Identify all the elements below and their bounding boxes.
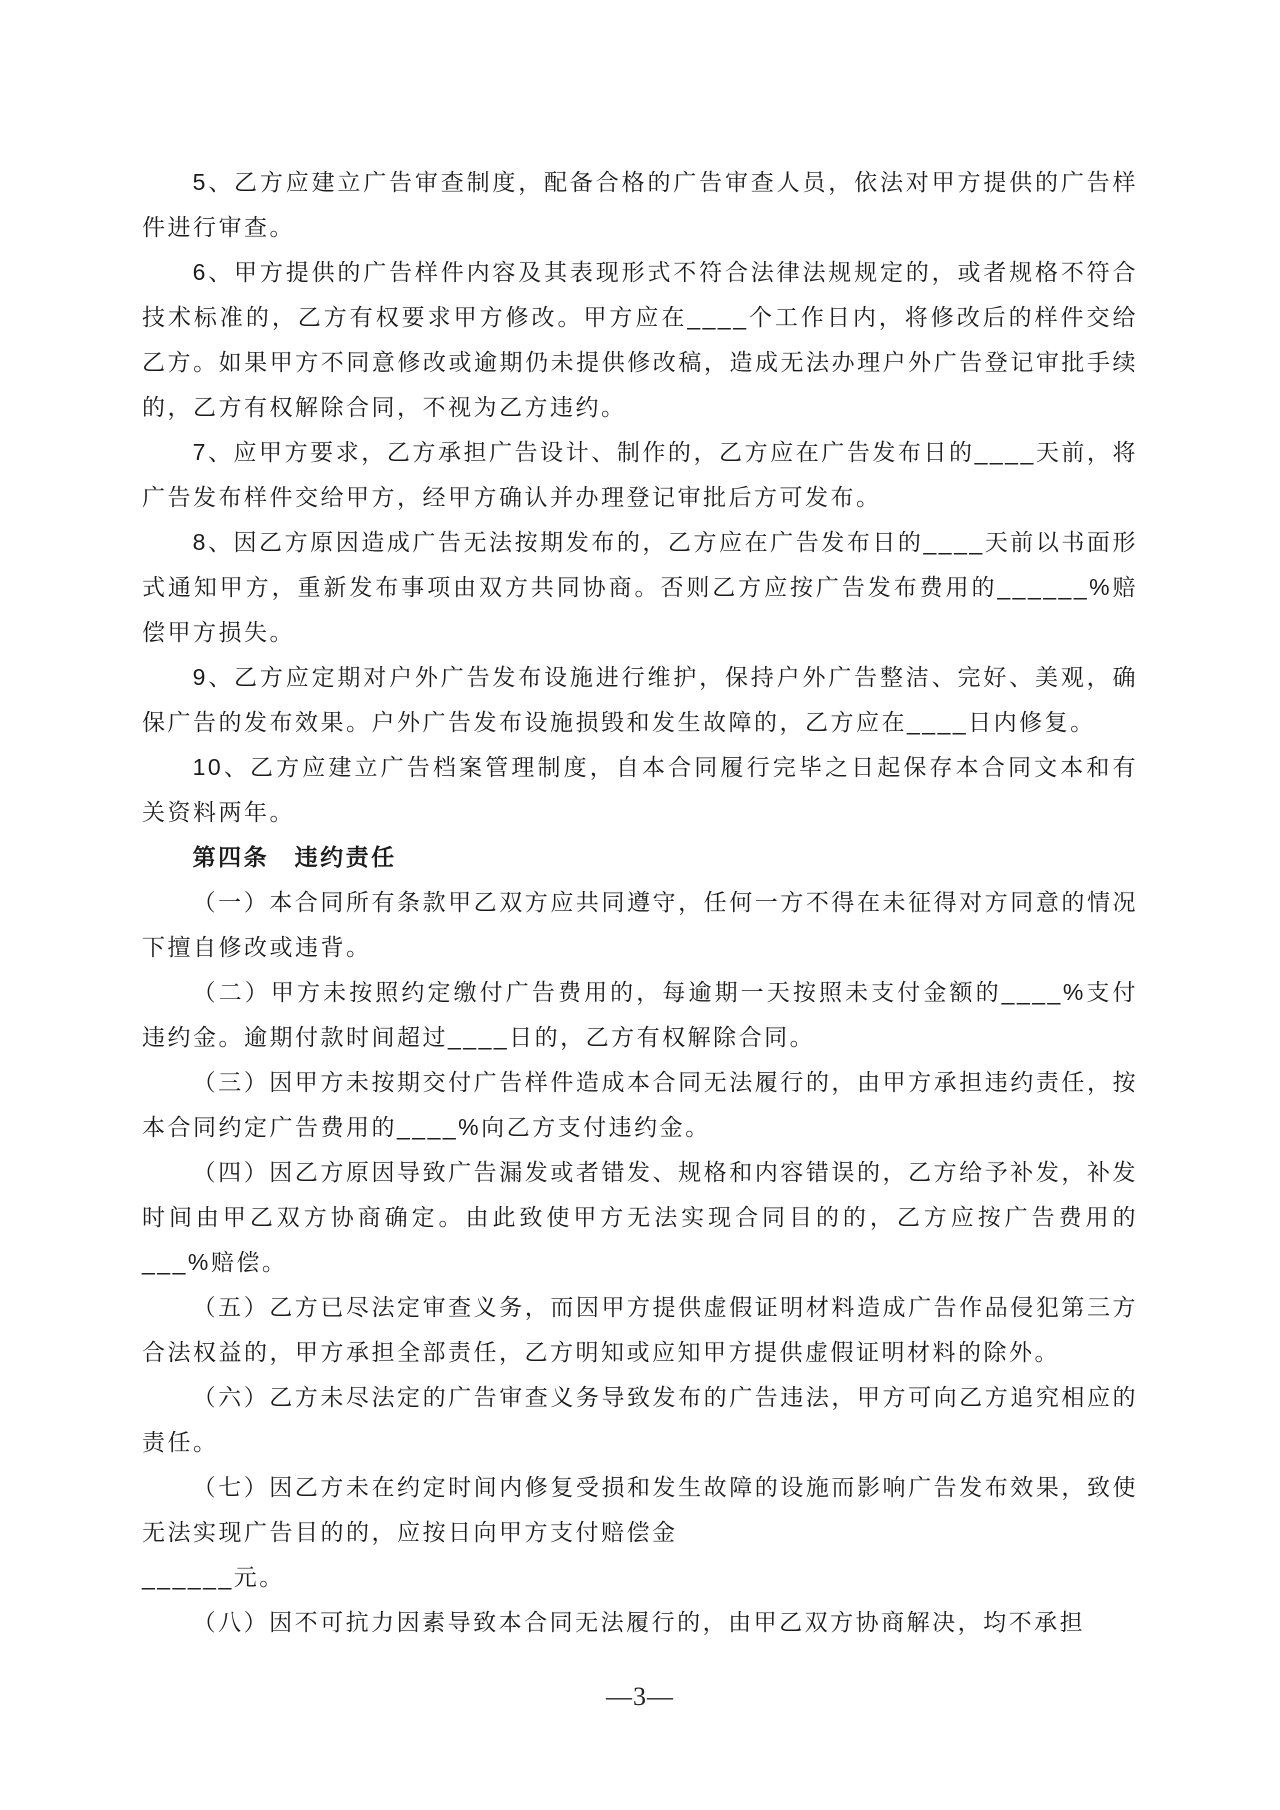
clause-9: 9、乙方应定期对户外广告发布设施进行维护，保持户外广告整洁、完好、美观，确保广告的发布效果。户外广告发布设施损毁和发生故障的，乙方应在____日内修复。 xyxy=(142,664,1138,735)
clause-4-5: （五）乙方已尽法定审查义务，而因甲方提供虚假证明材料造成广告作品侵犯第三方合法权益的，甲方承担全部责任，乙方明知或应知甲方提供虚假证明材料的除外。 xyxy=(142,1294,1138,1365)
page-number: —3— xyxy=(606,1682,674,1711)
clause-4-6: （六）乙方未尽法定的广告审查义务导致发布的广告违法，甲方可向乙方追究相应的责任。 xyxy=(142,1384,1138,1455)
clause-4-4: （四）因乙方原因导致广告漏发或者错发、规格和内容错误的，乙方给予补发，补发时间由甲乙双方协商确定。由此致使甲方无法实现合同目的的，乙方应按广告费用的___%赔偿。 xyxy=(142,1159,1138,1275)
clause-4-2: （二）甲方未按照约定缴付广告费用的，每逾期一天按照未支付金额的____%支付违约金。逾期付款时间超过____日的，乙方有权解除合同。 xyxy=(142,979,1138,1050)
contract-body xyxy=(142,160,1138,1645)
clause-5: 5、乙方应建立广告审查制度，配备合格的广告审查人员，依法对甲方提供的广告样件进行审查。 xyxy=(142,169,1138,240)
clause-4-1: （一）本合同所有条款甲乙双方应共同遵守，任何一方不得在未征得对方同意的情况下擅自修改或违背。 xyxy=(142,889,1138,960)
clause-8: 8、因乙方原因造成广告无法按期发布的，乙方应在广告发布日的____天前以书面形式通知甲方，重新发布事项由双方共同协商。否则乙方应按广告发布费用的______%赔偿甲方损失。 xyxy=(142,529,1138,645)
clause-4-8: （八）因不可抗力因素导致本合同无法履行的，由甲乙双方协商解决，均不承担 xyxy=(192,1609,1086,1635)
clause-4-7-amount-line: ______元。 xyxy=(142,1564,285,1590)
clause-7: 7、应甲方要求，乙方承担广告设计、制作的，乙方应在广告发布日的____天前，将广告发布样件交给甲方，经甲方确认并办理登记审批后方可发布。 xyxy=(142,439,1138,510)
clause-6: 6、甲方提供的广告样件内容及其表现形式不符合法律法规规定的，或者规格不符合技术标准的，乙方有权要求甲方修改。甲方应在____个工作日内，将修改后的样件交给乙方。如果甲方不同意修改或逾期仍未提供修改稿，造成无法办理户外广告登记审批手续的，乙方有权解除合同，不视为乙方违约。 xyxy=(142,259,1138,420)
clause-4-7: （七）因乙方未在约定时间内修复受损和发生故障的设施而影响广告发布效果，致使无法实现广告目的的，应按日向甲方支付赔偿金 xyxy=(142,1474,1138,1545)
clause-10: 10、乙方应建立广告档案管理制度，自本合同履行完毕之日起保存本合同文本和有关资料两年。 xyxy=(142,754,1138,825)
clause-4-3: （三）因甲方未按期交付广告样件造成本合同无法履行的，由甲方承担违约责任，按本合同约定广告费用的____%向乙方支付违约金。 xyxy=(142,1069,1138,1140)
article-4-heading: 第四条 违约责任 xyxy=(192,844,397,870)
